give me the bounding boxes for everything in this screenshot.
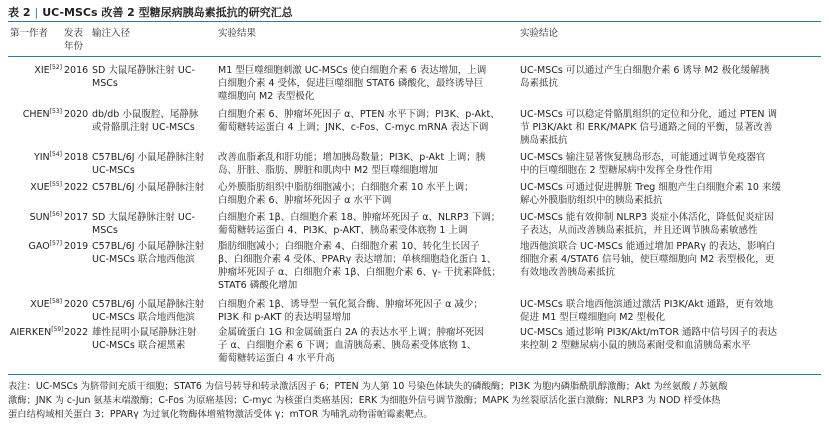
year-cell: 2017 bbox=[64, 212, 89, 223]
conclusion-line: 促进 M1 型巨噬细胞向 M2 型极化 bbox=[520, 312, 666, 323]
conclusion-line: UC-MSCs 输注显著恢复胰岛形态，可能通过调节免疫器官 bbox=[520, 152, 766, 163]
conclusion-line: 子表达，从而改善胰岛素抵抗，并且还调节胰岛素敏感性 bbox=[520, 225, 758, 236]
route-line: 或骨骼肌注射 UC-MSCs bbox=[92, 122, 195, 133]
route-line: db/db 小鼠腹腔、尾静脉 bbox=[92, 109, 199, 120]
author-cell bbox=[10, 151, 62, 164]
year-cell: 2018 bbox=[64, 152, 89, 163]
conclusion-line: 岛素抵抗 bbox=[520, 78, 559, 89]
conclusion-line: 节 PI3K/Akt 和 ERK/MAPK 信号通路之间的平衡，显著改善 bbox=[520, 122, 773, 133]
reference-marker: [53] bbox=[49, 107, 62, 115]
author-name: CHEN bbox=[22, 109, 50, 120]
reference-marker: [52] bbox=[49, 63, 62, 71]
conclusion-line: 来控制 2 型糖尿病小鼠的胰岛素耐受和血清胰岛素水平 bbox=[520, 340, 751, 351]
result-line: 心外膜脂肪组织中脂肪细胞减小；白细胞介素 10 水平上调； bbox=[218, 182, 474, 193]
result-line: 白细胞介素 1β、白细胞介素 18、肿瘤坏死因子 α、NLRP3 下调； bbox=[218, 212, 501, 223]
result-line: 白细胞介素 6、肿瘤坏死因子 α 水平下调 bbox=[218, 195, 392, 206]
route-line: UC-MSCs bbox=[92, 165, 135, 176]
conclusion-line: 胰岛素抵抗 bbox=[520, 135, 568, 146]
conclusion-line: UC-MSCs 可以通过产生白细胞介素 6 诱导 M2 极化缓解胰 bbox=[520, 65, 770, 76]
result-line: 脂肪细胞减小；白细胞介素 4、白细胞介素 10、转化生长因子 bbox=[218, 241, 480, 252]
note-line: 激酶；JNK 为 c-Jun 氨基末端激酶；C-Fos 为原癌基因；C-myc 为核蛋白类癌基因；ERK 为细胞外信号调节激酶；MAPK 为丝裂原活化蛋白激酶；NLRP3 为 NOD 样受体热 bbox=[8, 395, 721, 406]
table-title-text: UC-MSCs 改善 2 型糖尿病胰岛素抵抗的研究汇总 bbox=[42, 6, 293, 19]
table-notes bbox=[8, 380, 823, 422]
col-header-result: 实验结果 bbox=[218, 28, 257, 39]
conclusion-line: 地西他滨联合 UC-MSCs 能通过增加 PPARγ 的表达，影响白 bbox=[520, 241, 776, 252]
year-cell: 2022 bbox=[64, 327, 89, 338]
author-cell bbox=[10, 326, 62, 339]
top-rule bbox=[8, 21, 821, 22]
col-header-author: 第一作者 bbox=[10, 28, 49, 39]
author-cell bbox=[10, 64, 62, 77]
author-name: XIE bbox=[34, 65, 50, 76]
conclusion-line: UC-MSCs 能有效抑制 NLRP3 炎症小体活化，降低促炎症因 bbox=[520, 212, 774, 223]
result-line: M1 型巨噬细胞刺激 UC-MSCs 使白细胞介素 6 表达增加，上调 bbox=[218, 65, 487, 76]
result-line: 金属硫蛋白 1G 和金属硫蛋白 2A 的表达水平上调；肿瘤坏死因 bbox=[218, 327, 485, 338]
route-line: C57BL/6J 小鼠尾静脉注射 bbox=[92, 152, 205, 163]
result-line: β、白细胞介素 4 受体、PPARγ 表达增加；单核细胞趋化蛋白 1、 bbox=[218, 254, 497, 265]
reference-marker: [56] bbox=[49, 210, 62, 218]
year-cell: 2022 bbox=[64, 182, 89, 193]
conclusion-line: UC-MSCs 可以稳定骨骼肌组织的定位和分化，通过 PTEN 调 bbox=[520, 109, 778, 120]
reference-marker: [55] bbox=[49, 180, 62, 188]
route-line: SD 大鼠尾静脉注射 UC- bbox=[92, 65, 195, 76]
conclusion-line: UC-MSCs 联合地西他滨通过激活 PI3K/Akt 通路，更有效地 bbox=[520, 299, 774, 310]
author-name: SUN bbox=[29, 212, 50, 223]
conclusion-line: 有效地改善胰岛素抵抗 bbox=[520, 267, 616, 278]
route-line: SD 大鼠尾静脉注射 UC- bbox=[92, 212, 195, 223]
reference-marker: [57] bbox=[49, 239, 62, 247]
result-line: 葡萄糖转运蛋白 4 水平升高 bbox=[218, 353, 335, 364]
reference-marker: [59] bbox=[51, 325, 64, 333]
note-line: 表注：UC-MSCs 为脐带间充质干细胞；STAT6 为信号转导和转录激活因子 6；PTEN 为人第 10 号染色体缺失的磷酸酶；PI3K 为胞内磷脂酰肌醇激酶；Akt 为丝氨酸 / 苏氨酸 bbox=[8, 381, 728, 392]
year-cell: 2016 bbox=[64, 65, 89, 76]
conclusion-line: UC-MSCs 可通过促进脾脏 Treg 细胞产生白细胞介素 10 来缓 bbox=[520, 182, 781, 193]
author-name: YIN bbox=[33, 152, 50, 163]
author-name: XUE bbox=[30, 299, 50, 310]
header-rule bbox=[8, 56, 821, 57]
author-cell bbox=[10, 181, 62, 194]
result-line: 白细胞介素 1β、诱导型一氧化氮合酶、肿瘤坏死因子 α 减少； bbox=[218, 299, 483, 310]
route-line: C57BL/6J 小鼠尾静脉注射 bbox=[92, 182, 205, 193]
result-line: STAT6 磷酸化增加 bbox=[218, 280, 298, 291]
reference-marker: [54] bbox=[49, 150, 62, 158]
result-line: 白细胞介素 6、肿瘤坏死因子 α、PTEN 水平下调；PI3K、p-Akt、 bbox=[218, 109, 500, 120]
reference-marker: [58] bbox=[49, 297, 62, 305]
result-line: 改善血脂紊乱和肝功能；增加胰岛数量；PI3K、p-Akt 上调；胰 bbox=[218, 152, 486, 163]
route-line: UC-MSCs 联合地西他滨 bbox=[92, 312, 195, 323]
conclusion-line: 中的巨噬细胞在 2 型糖尿病中发挥全身性作用 bbox=[520, 165, 713, 176]
result-line: 白细胞介素 4 受体，促进巨噬细胞 STAT6 磷酸化，最终诱导巨 bbox=[218, 78, 484, 89]
table-number: 表 2 bbox=[8, 6, 31, 19]
result-line: 肿瘤坏死因子 α、白细胞介素 1β、白细胞介素 6、γ- 干扰素降低； bbox=[218, 267, 502, 278]
route-line: MSCs bbox=[92, 78, 118, 89]
result-line: 岛、肝脏、脂肪、脾脏和肌肉中 M2 型巨噬细胞增加 bbox=[218, 165, 438, 176]
conclusion-line: 细胞介素 4/STAT6 信号轴，使巨噬细胞向 M2 表型极化，更 bbox=[520, 254, 775, 265]
col-header-conclusion: 实验结论 bbox=[520, 28, 559, 39]
route-line: MSCs bbox=[92, 225, 118, 236]
bottom-rule bbox=[8, 374, 821, 375]
year-cell: 2020 bbox=[64, 109, 89, 120]
col-header-year-2: 年份 bbox=[64, 41, 84, 52]
route-line: UC-MSCs 联合地西他滨 bbox=[92, 254, 195, 265]
route-line: C57BL/6J 小鼠尾静脉注射 bbox=[92, 299, 205, 310]
author-name: AIERKEN bbox=[10, 327, 52, 338]
note-line: 蛋白结构域相关蛋白 3；PPARγ 为过氧化物酶体增殖物激活受体 γ；mTOR 为哺乳动物雷帕霉素靶点。 bbox=[8, 409, 433, 420]
table-title bbox=[8, 4, 293, 20]
route-line: UC-MSCs 联合褪黑素 bbox=[92, 340, 186, 351]
author-cell bbox=[10, 240, 62, 253]
title-separator: | bbox=[34, 6, 39, 19]
author-name: XUE bbox=[30, 182, 50, 193]
col-header-route: 输注入径 bbox=[92, 28, 131, 39]
result-line: 子 α、白细胞介素 6 下调；血清胰岛素、胰岛素受体底物 1、 bbox=[218, 340, 477, 351]
author-cell bbox=[10, 108, 62, 121]
author-name: GAO bbox=[28, 241, 50, 252]
conclusion-line: 解心外膜脂肪组织中的胰岛素抵抗 bbox=[520, 195, 663, 206]
result-line: 葡萄糖转运蛋白 4 上调；JNK、c-Fos、C-myc mRNA 表达下调 bbox=[218, 122, 489, 133]
route-line: 雄性昆明小鼠尾静脉注射 bbox=[92, 327, 197, 338]
conclusion-line: UC-MSCs 通过影响 PI3K/Akt/mTOR 通路中信号因子的表达 bbox=[520, 327, 777, 338]
route-line: C57BL/6J 小鼠尾静脉注射 bbox=[92, 241, 205, 252]
result-line: PI3K 和 p-AKT 的表达明显增加 bbox=[218, 312, 351, 323]
author-cell bbox=[10, 211, 62, 224]
year-cell: 2020 bbox=[64, 299, 89, 310]
author-cell bbox=[10, 298, 62, 311]
result-line: 噬细胞向 M2 表型极化 bbox=[218, 91, 315, 102]
year-cell: 2019 bbox=[64, 241, 89, 252]
col-header-year-1: 发表 bbox=[64, 28, 84, 39]
result-line: 葡萄糖转运蛋白 4、PI3K、p-AKT、胰岛素受体底物 1 上调 bbox=[218, 225, 468, 236]
